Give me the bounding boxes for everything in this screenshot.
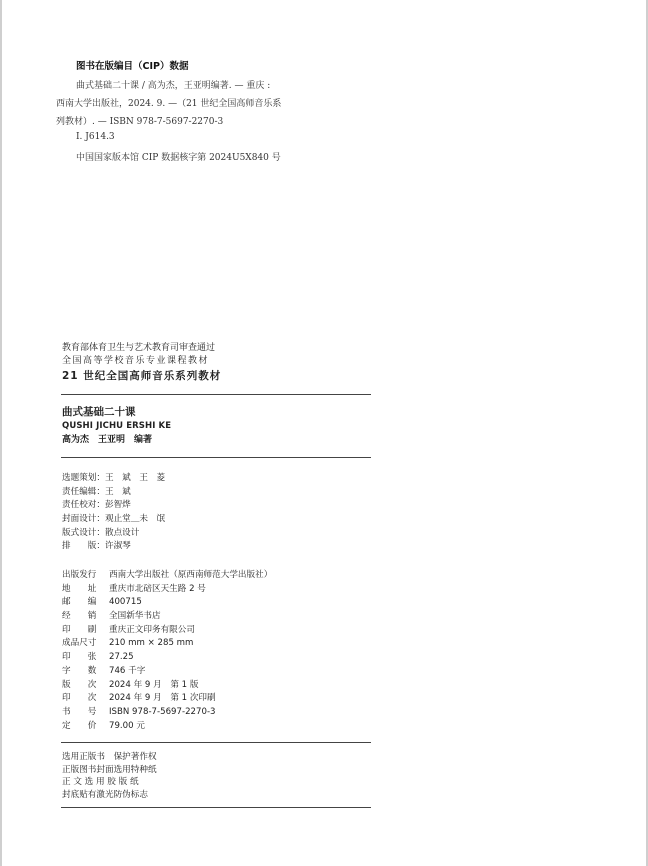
notice-line-4: 封底贴有激光防伪标志 (62, 789, 148, 800)
staff-row (62, 513, 165, 527)
staff-label: 选题策划： (62, 473, 105, 483)
staff-value: 王 斌 (104, 486, 131, 497)
pub-label: 书 号 (62, 706, 97, 717)
pub-value: 2024 年 9 月 第 1 版 (109, 679, 199, 690)
book-title: 曲式基础二十课 (62, 406, 136, 418)
staff-label: 版式设计： (62, 527, 105, 538)
pub-value: 210 mm × 285 mm (109, 638, 194, 649)
book-info-block (62, 405, 171, 447)
approval-block (62, 342, 221, 384)
page-left-border (0, 0, 2, 866)
pub-row (62, 569, 272, 583)
staff-value: 散点设计 (104, 527, 140, 538)
pub-value: 746 千字 (109, 665, 146, 676)
divider-2 (61, 457, 371, 458)
pub-row (62, 665, 272, 679)
pub-value: 全国新华书店 (109, 611, 161, 622)
staff-label: 责任校对： (62, 500, 105, 511)
staff-value: 彭智烨 (104, 500, 131, 511)
pub-label: 字 数 (62, 665, 97, 676)
pub-label: 成品尺寸 (62, 638, 97, 649)
approval-line-1: 教育部体育卫生与艺术教育司审查通过 (62, 343, 216, 353)
divider-1 (61, 394, 371, 395)
cip-line-3: 列教材）. — ISBN 978-7-5697-2270-3 (56, 117, 224, 127)
book-authors: 高为杰 王亚明 编著 (62, 435, 153, 445)
publication-block (62, 569, 272, 733)
cip-heading: 图书在版编目（CIP）数据 (76, 61, 189, 72)
pub-label: 版 次 (62, 679, 97, 690)
pub-row (62, 637, 272, 651)
approval-line-2: 全国高等学校音乐专业课程教材 (62, 356, 210, 366)
pub-label: 印 张 (62, 652, 97, 663)
staff-label: 排 版： (62, 541, 105, 552)
cip-line-1: 曲式基础二十课 / 高为杰，王亚明编著. — 重庆 : (76, 81, 271, 91)
staff-row (62, 540, 165, 554)
pub-label: 印 次 (62, 693, 97, 704)
staff-value: 许淑琴 (104, 541, 131, 552)
cip-line-4: Ⅰ. J614.3 (76, 132, 115, 142)
staff-label: 责任编辑： (62, 486, 105, 497)
divider-4 (61, 807, 371, 808)
cip-line-5: 中国国家版本馆 CIP 数据核字第 2024U5X840 号 (76, 153, 281, 163)
pub-row (62, 583, 272, 597)
pub-label: 定 价 (62, 720, 97, 731)
pub-value: 重庆市北碚区天生路 2 号 (109, 583, 206, 594)
pub-row (62, 624, 272, 638)
pub-row (62, 610, 272, 624)
cip-line-2: 西南大学出版社，2024. 9. —（21 世纪全国高师音乐系 (56, 99, 282, 109)
staff-row (62, 472, 165, 486)
approval-series-title: 21 世纪全国高师音乐系列教材 (62, 370, 222, 382)
pub-label: 出版发行 (62, 570, 97, 580)
staff-label: 封面设计： (62, 514, 105, 525)
pub-row (62, 651, 272, 665)
pub-row (62, 720, 272, 734)
notice-line-3: 正 文 选 用 胶 版 纸 (62, 777, 139, 787)
pub-value: 西南大学出版社（原西南师范大学出版社） (109, 570, 273, 580)
pub-label: 地 址 (62, 583, 97, 594)
staff-value: 观止堂＿未 氓 (104, 514, 166, 525)
pub-label: 经 销 (62, 611, 97, 622)
pub-label: 邮 编 (62, 597, 97, 608)
pub-row (62, 679, 272, 693)
pub-row (62, 596, 272, 610)
pub-value: 27.25 (109, 652, 134, 663)
pub-label: 印 刷 (62, 624, 97, 635)
divider-3 (61, 742, 371, 743)
anti-piracy-notice (62, 751, 157, 801)
pub-value: 2024 年 9 月 第 1 次印刷 (109, 693, 216, 704)
staff-value: 王 斌 王 菱 (104, 473, 166, 483)
staff-row (62, 499, 165, 513)
pub-value: 79.00 元 (109, 720, 145, 731)
staff-row (62, 527, 165, 541)
staff-block (62, 472, 165, 554)
book-pinyin: QUSHI JICHU ERSHI KE (62, 421, 172, 431)
pub-row (62, 692, 272, 706)
pub-value: 重庆正文印务有限公司 (109, 624, 195, 635)
pub-row (62, 706, 272, 720)
notice-line-2: 正版图书封面选用特种纸 (62, 764, 157, 775)
notice-line-1: 选用正版书 保护著作权 (62, 752, 157, 762)
staff-row (62, 486, 165, 500)
pub-value: 400715 (109, 597, 142, 608)
pub-value: ISBN 978-7-5697-2270-3 (109, 706, 216, 717)
